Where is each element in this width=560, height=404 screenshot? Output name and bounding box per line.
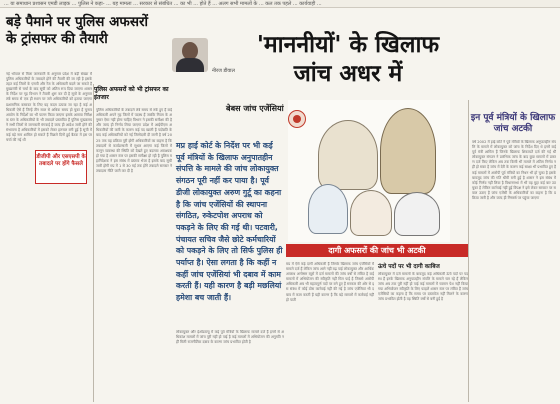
- boxed-note: डीजीपी और एसएसपी के तबादले पर होंगे फैसले: [35, 150, 87, 184]
- subhead-right: ऊंचे पदों पर भी दागी काबिज: [378, 264, 440, 270]
- main-body-col2: लोकायुक्त में दर्ज मामलों के बावजूद कई अधिकारी ऊंचे पदों पर पदस्थ हैं इनके खिलाफ अनुपातहीन संपत्ति के मामले चल रहे हैं लेकिन जांच अब तक पूरी नहीं हो पाई कई मामलों में चालान पेश नहीं किया गया अभियोजन स्वीकृति के लिए फाइलें शासन स्तर पर लंबित हैं जांच एजेंसियों का कहना है कि समय पर दस्तावेज नहीं मिलने के कारण जांच प्रभावित होती है यह स्थिति वर्षों से बनी हुई है: [378, 272, 468, 302]
- column-divider: [93, 84, 94, 402]
- section-banner: दागी अफसरों की जांच भी अटकी: [286, 244, 468, 257]
- cartoon-illustration: [288, 100, 450, 242]
- main-headline-line2: जांच अधर में: [293, 60, 403, 87]
- main-headline-line1: 'माननीयों' के खिलाफ: [256, 31, 440, 58]
- badge-icon: [288, 110, 306, 128]
- pullquote: मप्र हाई कोर्ट के निर्देश पर भी कई पूर्व मंत्रियों के खिलाफ अनुपातहीन संपत्ति के मामले की जांच लोकायुक्त संगठन पूरी नहीं कर पाया है। पूर्व डीजी लोकायुक्त अरुण गुर्टू का कहना है कि जांच एजेंसियों की स्थापना संगठित, रुकेटपोश अपराध को पकड़ने के लिए की गई थी। पटवारी, पंचायत सचिव जैसे छोटे कर्मचारियों को पकड़ने के लिए तो सिर्फ पुलिस ही पर्याप्त है। ऐसा लगता है कि कहीं न कहीं जांच एजेंसियां भी दबाव में काम करती हैं। यही कारण है बड़ी मछलियां हमेशा बच जाती हैं।: [176, 141, 283, 303]
- subhead: बेबस जांच एजेंसियां: [226, 104, 284, 113]
- left-article-body: नई भोपाल से मिला जानकारी के अनुसार प्रदेश में बड़ी संख्या में पुलिस अधिकारियों के तबादले होने की तैयारी की जा रही है इसके तहत कई जिलों के एसपी और रेंज के अधिकारी बदले जा सकते हैं मुख्यमंत्री से चर्चा के बाद सूची को अंतिम रूप दिया जाएगा शासन के निर्देश पर गृह विभाग ने तैयारी शुरू कर दी है सूत्रों के अनुसार लंबे समय से एक ही स्थान पर जमे अधिकारियों को हटाया जाएगा प्रशासनिक कसावट के लिए यह कदम उठाया जा रहा है कई अधिकारी ऐसे हैं जिन्हें तीन साल से अधिक समय हो चुका है चुनाव आयोग के निर्देशों का भी पालन किया जाएगा इसके अलावा निरीक्षक स्तर के अधिकारियों के भी तबादले प्रस्तावित हैं पुलिस मुख्यालय ने सभी जिलों से जानकारी मंगवाई है जल्द ही आदेश जारी होने की संभावना है अधिकारियों में इसको लेकर हलचल बनी हुई है सूची में कई बड़े नाम शामिल हो सकते हैं पिछले दिनों हुई बैठक में इस पर चर्चा की गई थी: [6, 72, 92, 143]
- top-continuation-strip: ... या समाधान प्रशासन एमडी लाइक ... पुलिस ने कहा- ... यह मामला ... सरकार से संबंधित ... का भी ... होते हैं ... अलग सभी मामलों के ... कल तक पहले ... कार्यवाही ...: [0, 0, 560, 8]
- sidebar-body: पुलिस अधिकारियों के तबादले लंबे समय से रुके हुए हैं कई अधिकारी अपने गृह जिलों में पदस्थ हैं जबकि नियम के अनुसार ऐसा नहीं होना चाहिए विभाग ने इसकी समीक्षा की है और जल्द ही निर्णय लिया जाएगा प्रदेश में आईपीएस अधिकारियों की कमी के कारण कई पद खाली हैं पदोन्नति के बाद कई अधिकारियों को नई जिम्मेदारी दी जानी है वर्ष 2025 तक यह प्रक्रिया पूरी होगी अधिकारियों का कहना है कि तबादलों से कार्यप्रणाली में सुधार आएगा कई जिलों में कानून व्यवस्था की स्थिति को देखते हुए बदलाव आवश्यक हो गया है शासन स्तर पर इसकी समीक्षा हो रही है पुलिस महानिदेशक ने इस संबंध में प्रस्ताव भेजा है इसके बाद सूची जारी होगी मप्र में 1 से 30 मई तक होंगे तबादले सरकार ने तबादला नीति जारी कर दी है: [96, 108, 172, 174]
- author-name: नीरज डीवाल: [212, 68, 235, 74]
- right-headline: इन पूर्व मंत्रियों के खिलाफ जांच अटकी: [470, 113, 556, 134]
- sidebar-headline: पुलिस अफसरों को भी ट्रांसफर का इंतजार: [94, 86, 169, 101]
- right-article-body: वर्ष 2002 में हाई कोर्ट ने पूर्व मंत्रियों के खिलाफ अनुपातहीन संपत्ति के मामले में लोकायुक्त को जांच के निर्देश दिए थे इनमें कई पूर्व मंत्री शामिल हैं जिनके खिलाफ शिकायतें दर्ज की गई थीं लोकायुक्त संगठन ने प्रारंभिक जांच के बाद कुछ मामलों में प्रकरण दर्ज किए लेकिन अब तक किसी भी मामले में अंतिम निर्णय नहीं हो सका है जांच में देरी के कारण कई साक्ष्य भी प्रभावित हुए हैं कई मामलों में आरोपी पूर्व मंत्रियों का निधन भी हो चुका है इसके बावजूद जांच की गति धीमी बनी हुई है शासन ने इस संबंध में कोई निर्णय नहीं लिया है विधानसभा में भी यह मुद्दा कई बार उठ चुका है लेकिन कार्रवाई नहीं हुई विपक्ष ने इसे लेकर सरकार पर सवाल उठाए हैं जांच एजेंसी के अधिकारियों का कहना है कि प्रक्रिया जारी है और जल्द ही निष्कर्ष पर पहुंचा जाएगा: [472, 140, 556, 201]
- main-headline: [222, 30, 474, 88]
- author-photo: [172, 38, 208, 72]
- left-headline: बड़े पैमाने पर पुलिस अफसरों के ट्रांसफर की तैयारी: [6, 14, 148, 47]
- column-divider: [468, 100, 469, 402]
- lower-left-body: लोकायुक्त और ईओडब्ल्यू में कई पूर्व मंत्रियों के खिलाफ मामले दर्ज हैं इनमें से अधिकांश मामलों में जांच पूरी नहीं हो पाई है कई मामलों में अभियोजन की अनुमति नहीं मिली राजनीतिक दबाव के कारण जांच प्रभावित होती है: [176, 330, 284, 345]
- main-body-col1: मप्र में ऐसे कई दागी अधिकारी हैं जिनके खिलाफ जांच एजेंसियों में मामले दर्ज हैं लेकिन जांच आगे नहीं बढ़ पाई लोकायुक्त और आर्थिक अपराध अन्वेषण ब्यूरो में दर्ज मामलों की जांच वर्षों से लंबित है कई मामलों में अभियोजन की स्वीकृति नहीं मिल पाई है जिससे आरोपी अधिकारी अब भी महत्वपूर्ण पदों पर बने हुए हैं सरकार की ओर से इस संबंध में कोई ठोस कार्रवाई नहीं की गई है जांच एजेंसियां भी दबाव में काम करती हैं यही कारण है कि बड़े मामलों में कार्रवाई नहीं हो पाती: [286, 262, 374, 302]
